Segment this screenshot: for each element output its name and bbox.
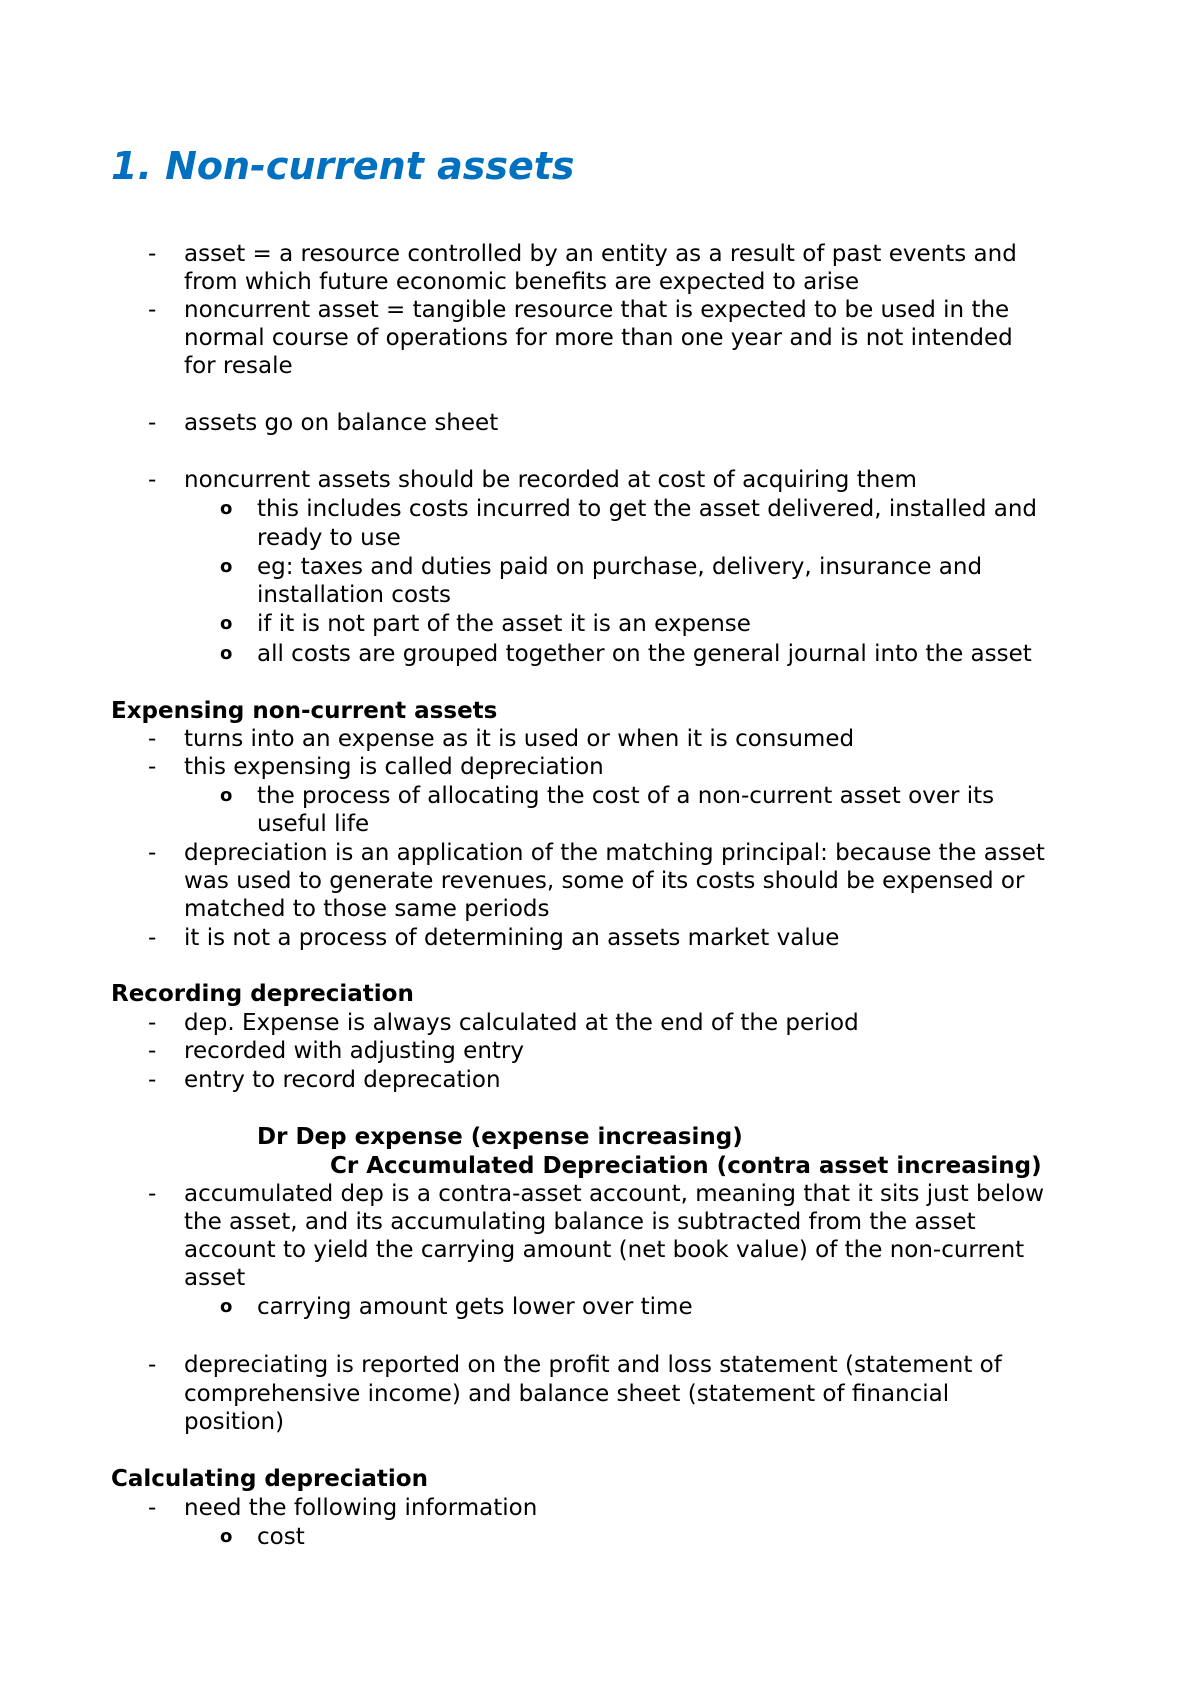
dash-bullet: -: [148, 297, 157, 323]
page-title: 1. Non-current assets: [111, 144, 575, 188]
circle-bullet: o: [220, 498, 233, 519]
text-line: accumulated dep is a contra-asset account, meaning that it sits just below: [184, 1181, 1045, 1207]
text-line: it is not a process of determining an assets market value: [184, 925, 840, 951]
text-line: carrying amount gets lower over time: [257, 1294, 693, 1320]
text-line: account to yield the carrying amount (net book value) of the non-current: [184, 1237, 1025, 1263]
text-line: this includes costs incurred to get the asset delivered, installed and: [257, 496, 1038, 522]
journal-credit-line: Cr Accumulated Depreciation (contra asset increasing): [330, 1153, 1042, 1179]
text-line: the asset, and its accumulating balance is subtracted from the asset: [184, 1209, 976, 1235]
text-line: the process of allocating the cost of a non-current asset over its: [257, 783, 995, 809]
text-line: matched to those same periods: [184, 896, 550, 922]
text-line: assets go on balance sheet: [184, 410, 499, 436]
dash-bullet: -: [148, 754, 157, 780]
text-line: need the following information: [184, 1495, 538, 1521]
dash-bullet: -: [148, 1038, 157, 1064]
text-line: entry to record deprecation: [184, 1067, 501, 1093]
text-line: noncurrent asset = tangible resource that is expected to be used in the: [184, 297, 1010, 323]
text-line: depreciating is reported on the profit and loss statement (statement of: [184, 1352, 1002, 1378]
dash-bullet: -: [148, 410, 157, 436]
text-line: cost: [257, 1524, 305, 1550]
text-line: comprehensive income) and balance sheet (statement of financial: [184, 1381, 950, 1407]
dash-bullet: -: [148, 467, 157, 493]
section-heading-expensing: Expensing non-current assets: [111, 698, 498, 724]
text-line: dep. Expense is always calculated at the end of the period: [184, 1010, 859, 1036]
text-line: if it is not part of the asset it is an expense: [257, 611, 751, 637]
text-line: from which future economic benefits are expected to arise: [184, 269, 860, 295]
dash-bullet: -: [148, 241, 157, 267]
dash-bullet: -: [148, 1067, 157, 1093]
circle-bullet: o: [220, 785, 233, 806]
text-line: position): [184, 1409, 285, 1435]
circle-bullet: o: [220, 556, 233, 577]
circle-bullet: o: [220, 1296, 233, 1317]
text-line: ready to use: [257, 525, 401, 551]
text-line: noncurrent assets should be recorded at cost of acquiring them: [184, 467, 917, 493]
dash-bullet: -: [148, 840, 157, 866]
text-line: was used to generate revenues, some of its costs should be expensed or: [184, 868, 1025, 894]
text-line: for resale: [184, 353, 293, 379]
text-line: asset: [184, 1265, 246, 1291]
text-line: normal course of operations for more than one year and is not intended: [184, 325, 1013, 351]
text-line: turns into an expense as it is used or when it is consumed: [184, 726, 855, 752]
text-line: recorded with adjusting entry: [184, 1038, 524, 1064]
circle-bullet: o: [220, 1526, 233, 1547]
section-heading-calculating: Calculating depreciation: [111, 1466, 428, 1492]
text-line: asset = a resource controlled by an entity as a result of past events and: [184, 241, 1017, 267]
dash-bullet: -: [148, 726, 157, 752]
dash-bullet: -: [148, 1181, 157, 1207]
text-line: depreciation is an application of the matching principal: because the asset: [184, 840, 1045, 866]
section-heading-recording: Recording depreciation: [111, 981, 414, 1007]
text-line: eg: taxes and duties paid on purchase, delivery, insurance and: [257, 554, 983, 580]
text-line: this expensing is called depreciation: [184, 754, 604, 780]
dash-bullet: -: [148, 1352, 157, 1378]
text-line: installation costs: [257, 582, 452, 608]
journal-debit-line: Dr Dep expense (expense increasing): [257, 1124, 743, 1150]
text-line: all costs are grouped together on the general journal into the asset: [257, 641, 1032, 667]
dash-bullet: -: [148, 1010, 157, 1036]
dash-bullet: -: [148, 1495, 157, 1521]
circle-bullet: o: [220, 613, 233, 634]
dash-bullet: -: [148, 925, 157, 951]
circle-bullet: o: [220, 643, 233, 664]
text-line: useful life: [257, 811, 370, 837]
